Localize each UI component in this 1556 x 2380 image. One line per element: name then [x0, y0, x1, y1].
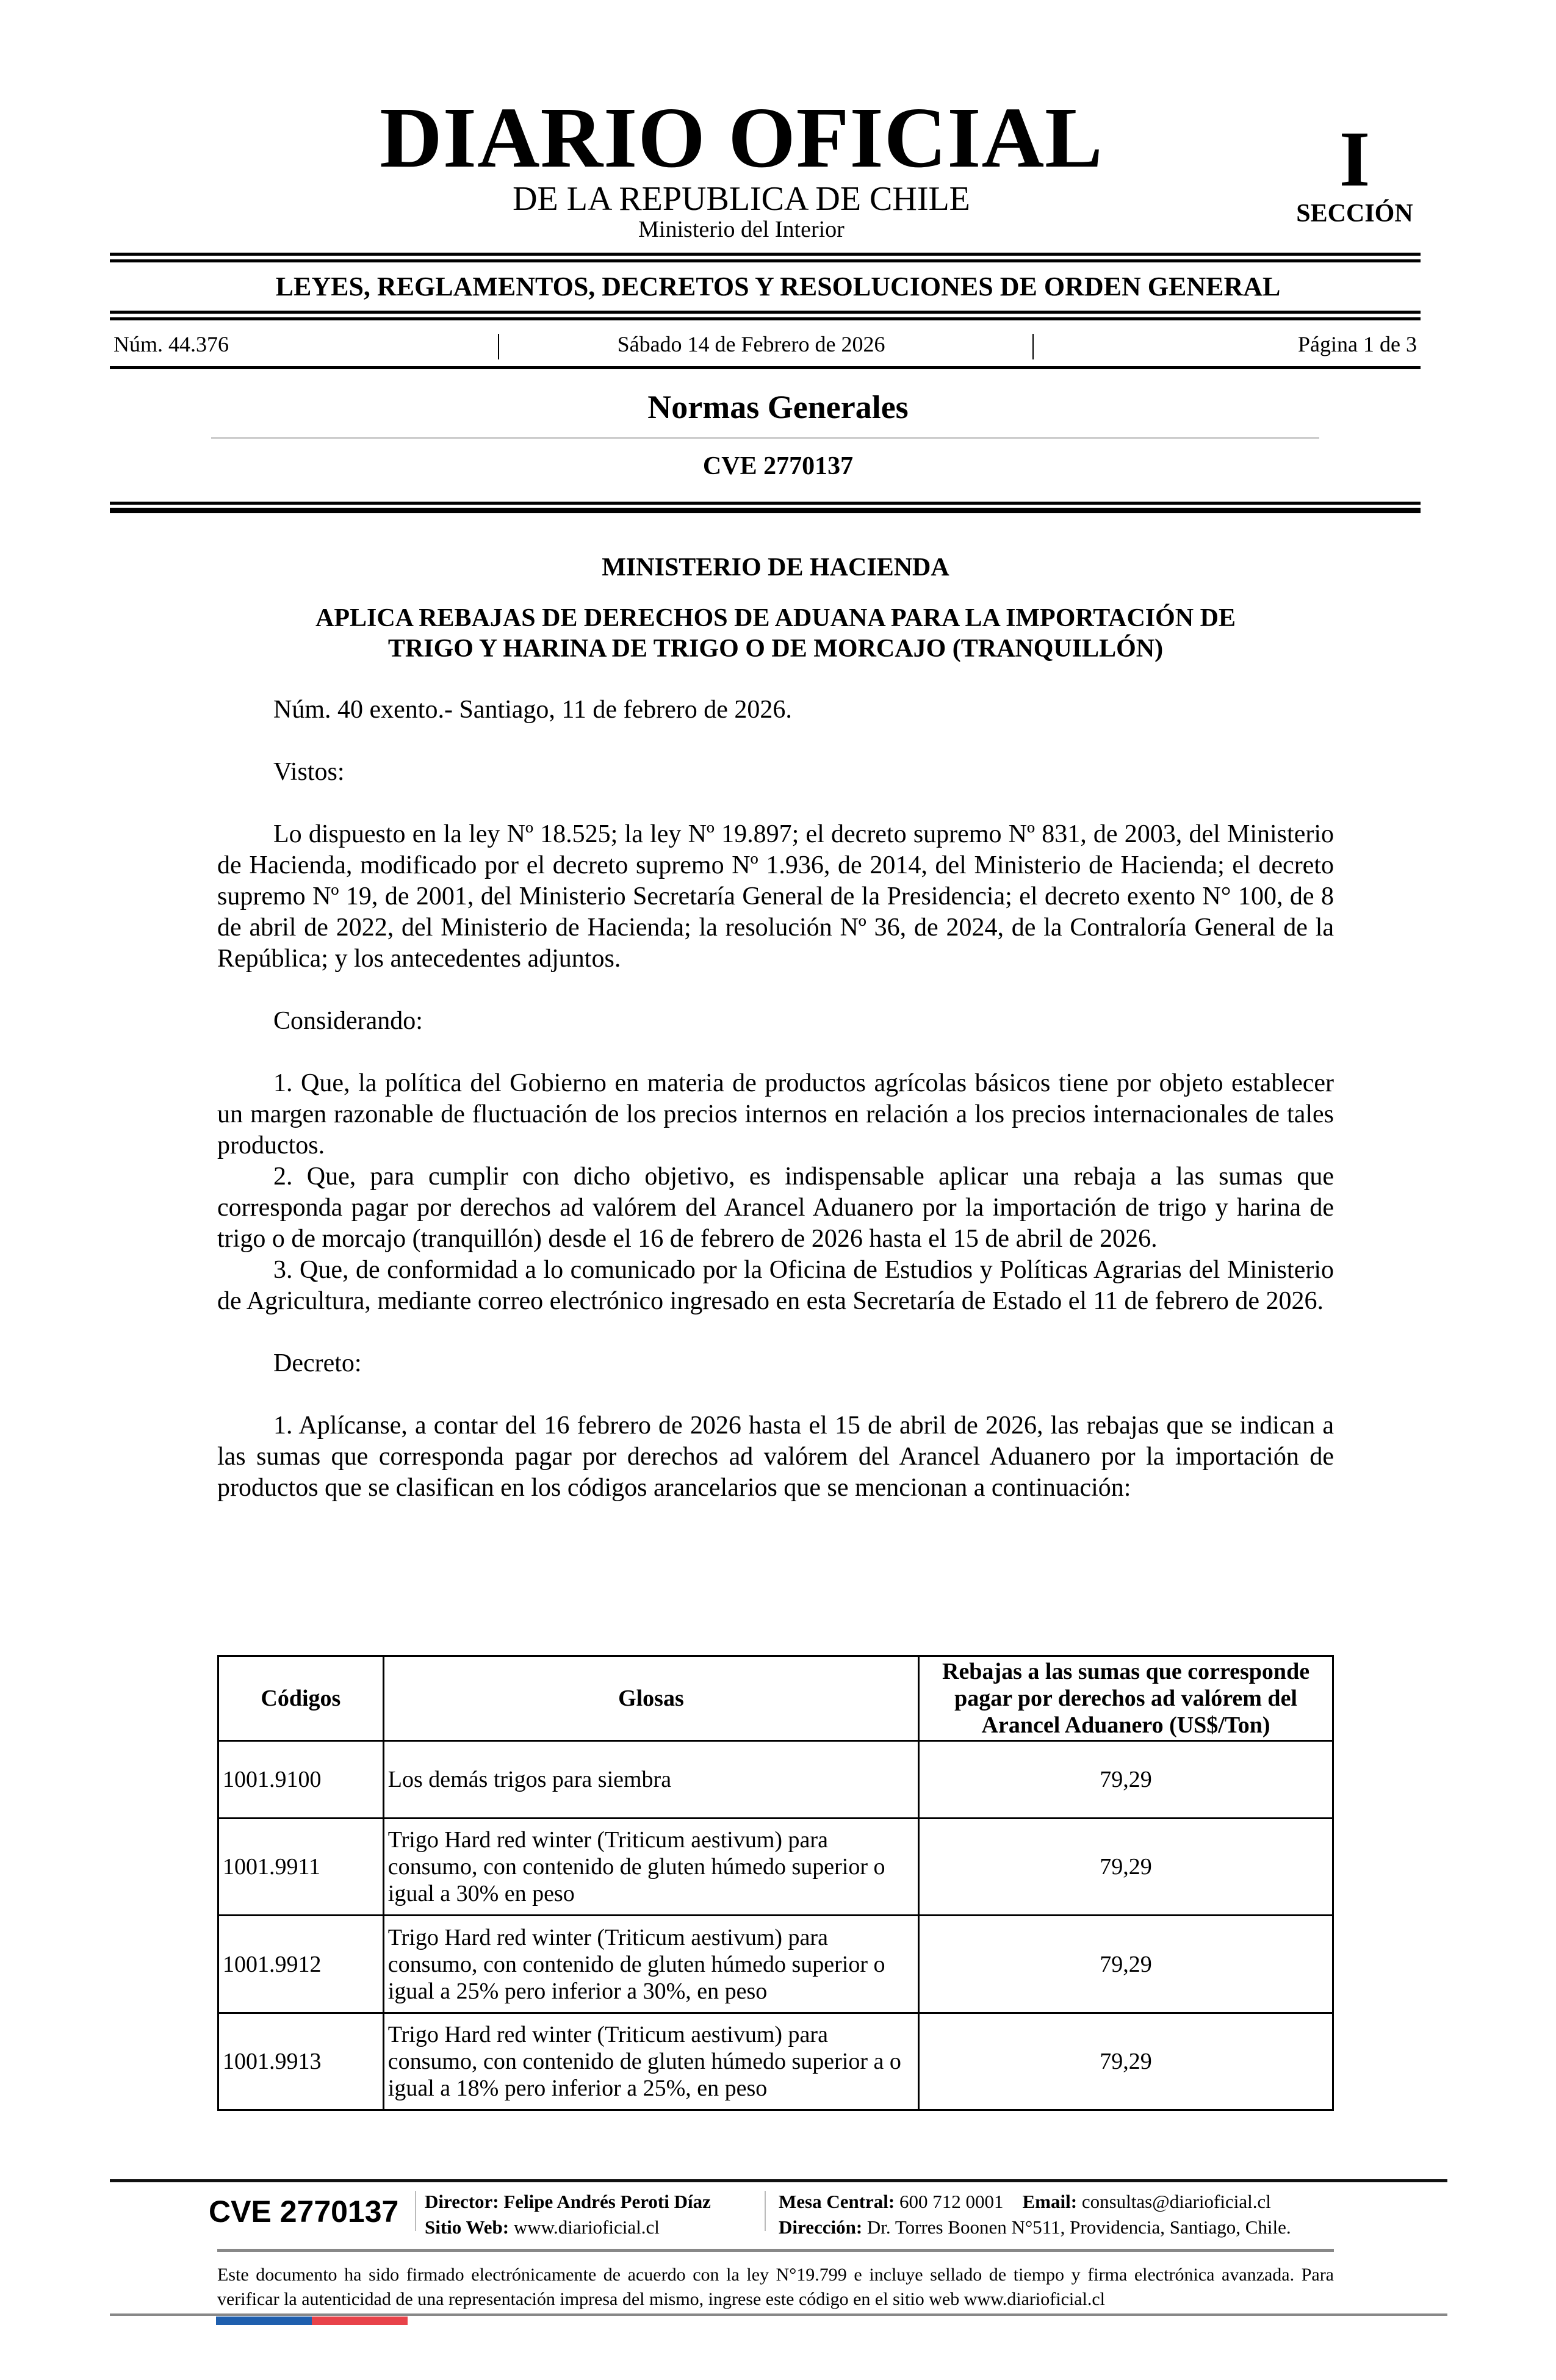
vistos-label: Vistos:	[273, 758, 345, 786]
considerando-label: Considerando:	[273, 1007, 423, 1035]
section-number: I	[1339, 115, 1371, 203]
director-name: Felipe Andrés Peroti Díaz	[503, 2191, 711, 2212]
issue-date: Sábado 14 de Febrero de 2026	[617, 332, 885, 356]
divider	[110, 259, 1421, 262]
table-row	[218, 1819, 1333, 1916]
decreto-label: Decreto:	[273, 1349, 362, 1377]
divider	[211, 437, 1319, 439]
masthead-title: DIARIO OFICIAL	[380, 89, 1103, 186]
value-cell: 79,29	[919, 2013, 1333, 2110]
address: Dr. Torres Boonen N°511, Providencia, Santiago, Chile.	[866, 2216, 1291, 2238]
gloss-cell: Trigo Hard red winter (Triticum aestivum) para consumo, con contenido de gluten húmedo superior a o igual a 18% pero inferior a 25%, en peso	[383, 2013, 918, 2110]
header-rebate: Rebajas a las sumas que corresponde pagar por derechos ad valórem del Arancel Aduanero (US$/Ton)	[919, 1656, 1333, 1741]
phone-label: Mesa Central:	[779, 2191, 895, 2212]
table-row	[218, 1741, 1333, 1819]
issue-number: Núm. 44.376	[113, 332, 229, 356]
page-number: Página 1 de 3	[1298, 332, 1417, 356]
header-codes: Códigos	[218, 1656, 384, 1741]
decreto-article-1: 1. Aplícanse, a contar del 16 febrero de 2026 hasta el 15 de abril de 2026, las rebajas que se indican a las sumas que corresponda pagar por derechos ad valórem del Arancel Aduanero por la importación de productos que se clasifican en los códigos arancelarios que se mencionan a continuación:	[217, 1412, 1334, 1502]
code-cell: 1001.9913	[218, 2013, 384, 2110]
address-label: Dirección:	[779, 2216, 863, 2238]
considerando-item: 3. Que, de conformidad a lo comunicado por la Oficina de Estudios y Políticas Agrarias del Ministerio de Agricultura, mediante correo electrónico ingresado en esta Secretaría de Estado el 11 de febrero de 2026.	[217, 1256, 1334, 1315]
web-link[interactable]: www.diarioficial.cl	[513, 2216, 660, 2238]
code-cell: 1001.9911	[218, 1819, 384, 1916]
considerando-item: 1. Que, la política del Gobierno en materia de productos agrícolas básicos tiene por objeto establecer un margen razonable de fluctuación de los precios internos en relación a los precios internacionales de tales productos.	[217, 1069, 1334, 1159]
footer-divider	[217, 2249, 1334, 2252]
value-cell: 79,29	[919, 1916, 1333, 2013]
table-header-row	[218, 1656, 1333, 1741]
footer-director-block	[425, 2189, 711, 2240]
masthead-subtitle: DE LA REPUBLICA DE CHILE	[513, 180, 970, 218]
footer-cve: CVE 2770137	[209, 2194, 399, 2229]
value-cell: 79,29	[919, 1741, 1333, 1819]
document-body	[217, 694, 1334, 1504]
document-ministry: MINISTERIO DE HACIENDA	[602, 554, 949, 582]
separator	[1032, 334, 1034, 359]
divider	[110, 253, 1421, 256]
section-title: Normas Generales	[647, 389, 909, 425]
divider	[110, 508, 1421, 513]
web-label: Sitio Web:	[425, 2216, 510, 2238]
tariff-table	[217, 1655, 1334, 2111]
code-cell: 1001.9912	[218, 1916, 384, 2013]
footer-contact-block	[779, 2189, 1291, 2240]
value-cell: 79,29	[919, 1819, 1333, 1916]
decree-number: Núm. 40 exento.- Santiago, 11 de febrero de 2026.	[273, 696, 792, 724]
divider	[110, 311, 1421, 314]
flag-bar-red	[312, 2317, 408, 2325]
vistos-text: Lo dispuesto en la ley Nº 18.525; la ley Nº 19.897; el decreto supremo Nº 831, de 2003, del Ministerio de Hacienda, modificado por el decreto supremo Nº 1.936, de 2014, del Ministerio de Hacienda; el decreto supremo Nº 19, de 2001, del Ministerio Secretaría General de la Presidencia; el decreto exento N° 100, de 8 de abril de 2022, del Ministerio de Hacienda; la resolución Nº 36, de 2024, de la Contraloría General de la República; y los antecedentes adjuntos.	[217, 820, 1334, 973]
separator	[498, 334, 499, 359]
footer-notice: Este documento ha sido firmado electrónicamente de acuerdo con la ley N°19.799 e incluye sellado de tiempo y firma electrónica avanzada. Para verificar la autenticidad de una representación impresa del mismo, ingrese este código en el sitio web www.diarioficial.cl	[217, 2265, 1334, 2309]
cve-code: CVE 2770137	[702, 452, 854, 480]
gloss-cell: Los demás trigos para siembra	[383, 1741, 918, 1819]
header-gloss: Glosas	[383, 1656, 918, 1741]
gloss-cell: Trigo Hard red winter (Triticum aestivum) para consumo, con contenido de gluten húmedo superior o igual a 25% pero inferior a 30%, en peso	[383, 1916, 918, 2013]
document-title-line1: APLICA REBAJAS DE DERECHOS DE ADUANA PARA LA IMPORTACIÓN DE	[315, 604, 1236, 632]
email-link[interactable]: consultas@diarioficial.cl	[1081, 2191, 1271, 2212]
banner: LEYES, REGLAMENTOS, DECRETOS Y RESOLUCIONES DE ORDEN GENERAL	[275, 272, 1281, 301]
issue-meta	[113, 331, 1417, 357]
phone: 600 712 0001	[899, 2191, 1004, 2212]
considerando-item: 2. Que, para cumplir con dicho objetivo, es indispensable aplicar una rebaja a las sumas que corresponda pagar por derechos ad valórem del Arancel Aduanero por la importación de trigo y harina de trigo o de morcajo (tranquillón) desde el 16 de febrero de 2026 hasta el 15 de abril de 2026.	[217, 1163, 1334, 1253]
table-row	[218, 1916, 1333, 2013]
divider	[110, 366, 1421, 369]
table-row	[218, 2013, 1333, 2110]
section-label: SECCIÓN	[1296, 200, 1413, 228]
footer-divider	[110, 2179, 1447, 2182]
gloss-cell: Trigo Hard red winter (Triticum aestivum) para consumo, con contenido de gluten húmedo superior o igual a 30% en peso	[383, 1819, 918, 1916]
separator	[765, 2191, 766, 2231]
flag-bar-blue	[216, 2317, 312, 2325]
divider	[110, 317, 1421, 320]
divider	[110, 502, 1421, 505]
director-label: Director:	[425, 2191, 499, 2212]
email-label: Email:	[1022, 2191, 1078, 2212]
separator	[415, 2191, 416, 2231]
document-title-line2: TRIGO Y HARINA DE TRIGO O DE MORCAJO (TRANQUILLÓN)	[387, 635, 1164, 663]
code-cell: 1001.9100	[218, 1741, 384, 1819]
masthead-ministry: Ministerio del Interior	[638, 217, 845, 242]
footer-divider	[110, 2313, 1447, 2316]
